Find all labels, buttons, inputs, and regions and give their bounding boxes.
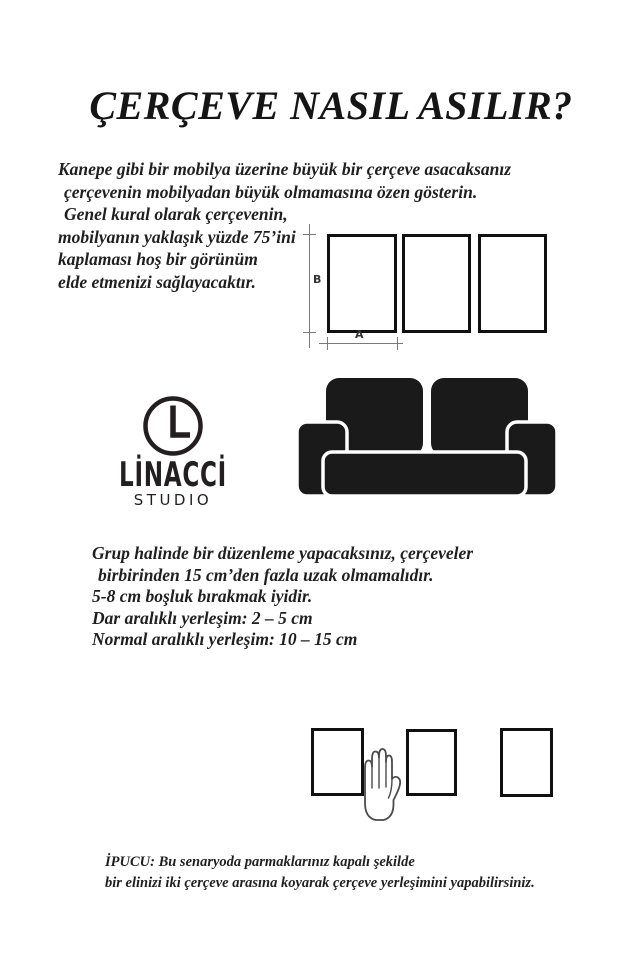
intro-line: Genel kural olarak çerçevenin, (64, 204, 288, 224)
intro-line: Kanepe gibi bir mobilya üzerine büyük bir çerçeve asacaksanız (58, 159, 512, 179)
grouping-paragraph (92, 543, 473, 651)
dimension-label-b: B (313, 273, 322, 286)
picture-frame (500, 728, 553, 797)
intro-line: elde etmenizi sağlayacaktır. (58, 271, 256, 292)
dimension-label-a: A (355, 328, 364, 341)
sofa-illustration (294, 372, 560, 500)
sofa-seat (323, 452, 526, 496)
brand-subtitle: STUDIO (133, 491, 213, 509)
picture-frame (478, 234, 547, 333)
hand-icon (356, 745, 408, 827)
intro-line: kaplaması hoş bir görünüm (58, 249, 258, 269)
tip-line: İPUCU: Bu senaryoda parmaklarınız kapalı şekilde (105, 854, 415, 870)
dimension-tick (397, 337, 398, 350)
picture-frame (406, 729, 457, 796)
page-title: ÇERÇEVE NASIL ASILIR? (89, 83, 573, 128)
intro-line: mobilyanın yaklaşık yüzde 75’ini (58, 226, 296, 247)
grouping-line: birbirinden 15 cm’den fazla uzak olmamalıdır. (98, 564, 434, 585)
frame-size-diagram (302, 224, 558, 354)
clock-icon (141, 394, 205, 458)
intro-line: çerçevenin mobilyadan büyük olmamasına özen gösterin. (64, 181, 478, 202)
grouping-line: Normal aralıklı yerleşim: 10 – 15 cm (92, 629, 358, 649)
brand-name: LİNACCİ (119, 455, 227, 495)
dimension-line-height (309, 224, 310, 348)
dimension-tick (303, 332, 316, 333)
dimension-tick (303, 234, 316, 235)
dimension-line-width (319, 343, 403, 344)
hand-spacing-diagram (305, 722, 560, 832)
picture-frame (327, 234, 397, 333)
tip-paragraph (105, 852, 535, 893)
brand-logo (93, 394, 253, 509)
picture-frame (402, 234, 471, 333)
grouping-line: 5-8 cm boşluk bırakmak iyidir. (92, 586, 313, 606)
grouping-line: Dar aralıklı yerleşim: 2 – 5 cm (92, 607, 313, 628)
tip-line: bir elinizi iki çerçeve arasına koyarak çerçeve yerleşimini yapabilirsiniz. (105, 874, 535, 891)
dimension-tick (327, 337, 328, 350)
grouping-line: Grup halinde bir düzenleme yapacaksınız, çerçeveler (92, 543, 474, 563)
